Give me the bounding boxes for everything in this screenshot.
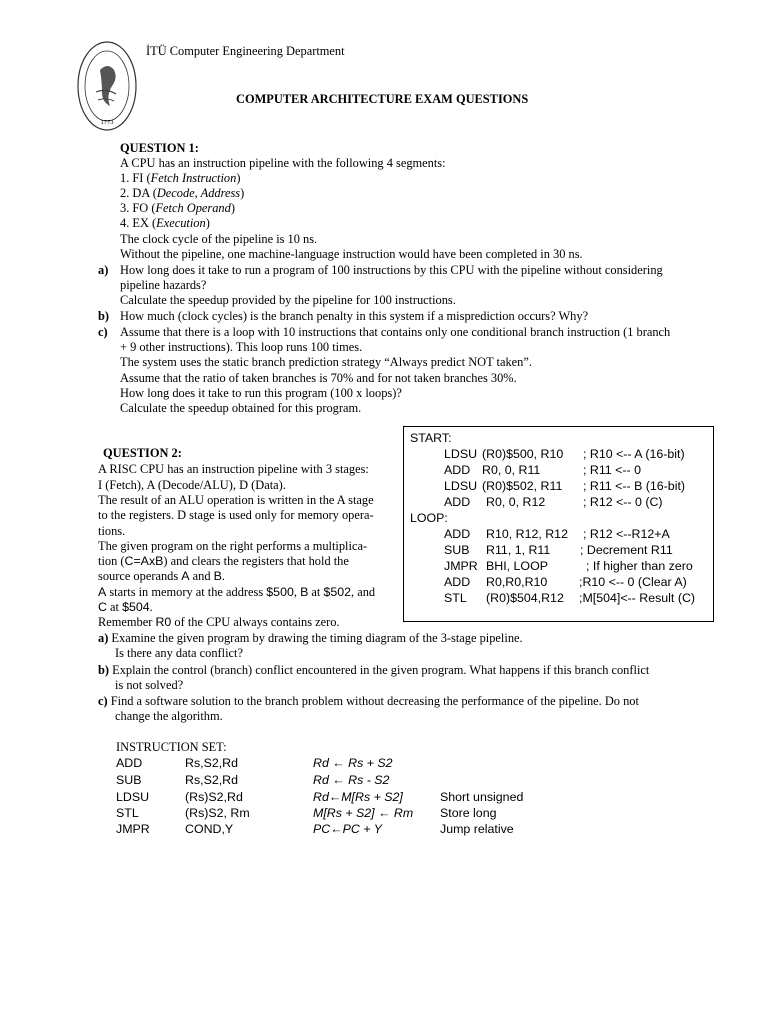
code-op: ADD <box>444 527 471 541</box>
code-args: BHI, LOOP <box>486 559 548 573</box>
code-op: ADD <box>444 495 471 509</box>
q2-line4: to the registers. D stage is used only for memory opera- <box>98 508 374 522</box>
q1-a-label: a) <box>98 263 109 277</box>
code-args: (R0)$504,R12 <box>486 591 564 605</box>
q1-intro: A CPU has an instruction pipeline with the following 4 segments: <box>120 156 446 170</box>
q2-b-line2: is not solved? <box>115 678 184 692</box>
q1-c-line6: Calculate the speedup obtained for this program. <box>120 401 362 415</box>
code-comment: ;M[504]<-- Result (C) <box>579 591 696 605</box>
code-comment: ; R12 <-- 0 (C) <box>583 495 663 509</box>
q2-line5: tions. <box>98 524 126 538</box>
iset-semantics: M[Rs + S2] ← Rm <box>313 806 414 820</box>
code-op: LDSU <box>444 447 478 461</box>
iset-op: SUB <box>116 773 142 787</box>
q2-line7: tion (C=AxB) and clears the registers that hold the <box>98 554 349 568</box>
svg-text:1773: 1773 <box>100 119 114 126</box>
iset-semantics: Rd ← Rs - S2 <box>313 773 390 787</box>
q2-line9: A starts in memory at the address $500, B at $502, and <box>98 585 376 599</box>
iset-operands: (Rs)S2,Rd <box>185 790 243 804</box>
q1-segment-4: 4. EX (Execution) <box>120 216 210 230</box>
code-args: R10, R12, R12 <box>486 527 568 541</box>
q1-c-line2: + 9 other instructions). This loop runs 100 times. <box>120 340 363 354</box>
university-seal-icon <box>76 40 138 136</box>
q2-c-line2: change the algorithm. <box>115 709 223 723</box>
q2-line3: The result of an ALU operation is written in the A stage <box>98 493 374 507</box>
code-comment: ; R11 <-- 0 <box>583 463 641 477</box>
program-code-box <box>403 426 714 622</box>
iset-semantics: PC←PC + Y <box>313 822 382 836</box>
q1-c-line4: Assume that the ratio of taken branches is 70% and for not taken branches 30%. <box>120 371 517 385</box>
q1-a-line3: Calculate the speedup provided by the pipeline for 100 instructions. <box>120 293 456 307</box>
code-op: ADD <box>444 463 471 477</box>
start-label: START: <box>410 431 452 445</box>
q1-c-line3: The system uses the static branch prediction strategy “Always predict NOT taken”. <box>120 355 532 369</box>
iset-semantics: Rd ← Rs + S2 <box>313 756 393 770</box>
q2-c-line1: c) Find a software solution to the branch problem without decreasing the performance of the pipeline. Do not <box>98 694 639 708</box>
iset-op: STL <box>116 806 139 820</box>
q2-line10: C at $504. <box>98 600 153 614</box>
code-op: SUB <box>444 543 470 557</box>
iset-operands: Rs,S2,Rd <box>185 756 239 770</box>
code-op: JMPR <box>444 559 478 573</box>
q1-a-line2: pipeline hazards? <box>120 278 207 292</box>
code-op: LDSU <box>444 479 478 493</box>
iset-operands: COND,Y <box>185 822 234 836</box>
code-comment: ;R10 <-- 0 (Clear A) <box>579 575 687 589</box>
code-args: R0,R0,R10 <box>486 575 548 589</box>
code-op: STL <box>444 591 467 605</box>
q2-line11: Remember R0 of the CPU always contains zero. <box>98 615 340 629</box>
iset-desc: Store long <box>440 806 497 820</box>
code-comment: ; R10 <-- A (16-bit) <box>583 447 685 461</box>
instruction-set-heading: INSTRUCTION SET: <box>116 740 227 754</box>
q2-line8: source operands A and B. <box>98 569 225 583</box>
department-name: İTÜ Computer Engineering Department <box>146 44 345 58</box>
code-args: R0, 0, R11 <box>482 463 541 477</box>
iset-operands: (Rs)S2, Rm <box>185 806 250 820</box>
code-args: R11, 1, R11 <box>486 543 551 557</box>
q1-c-line1: Assume that there is a loop with 10 instructions that contains only one conditional branch instruction (1 branch <box>120 325 671 339</box>
q2-b-line1: b) Explain the control (branch) conflict encountered in the given program. What happens if this branch conflict <box>98 663 650 677</box>
iset-desc: Short unsigned <box>440 790 524 804</box>
loop-label: LOOP: <box>410 511 448 525</box>
code-args: R0, 0, R12 <box>486 495 546 509</box>
code-comment: ; If higher than zero <box>586 559 693 573</box>
q2-a-line1: a) Examine the given program by drawing the timing diagram of the 3-stage pipeline. <box>98 631 523 645</box>
iset-desc: Jump relative <box>440 822 514 836</box>
q1-nopipe: Without the pipeline, one machine-language instruction would have been completed in 30 ns. <box>120 247 583 261</box>
q2-heading: QUESTION 2: <box>103 446 182 460</box>
q2-line1: A RISC CPU has an instruction pipeline with 3 stages: <box>98 462 369 476</box>
iset-op: ADD <box>116 756 143 770</box>
q2-a-line2: Is there any data conflict? <box>115 646 243 660</box>
q1-a-line1: How long does it take to run a program of 100 instructions by this CPU with the pipeline without considering <box>120 263 663 277</box>
q1-segment-3: 3. FO (Fetch Operand) <box>120 201 235 215</box>
q1-c-line5: How long does it take to run this program (100 x loops)? <box>120 386 402 400</box>
code-comment: ; Decrement R11 <box>580 543 673 557</box>
q1-clock: The clock cycle of the pipeline is 10 ns. <box>120 232 318 246</box>
iset-operands: Rs,S2,Rd <box>185 773 239 787</box>
q1-segment-2: 2. DA (Decode, Address) <box>120 186 245 200</box>
q1-heading: QUESTION 1: <box>120 141 199 155</box>
iset-op: LDSU <box>116 790 150 804</box>
code-comment: ; R12 <--R12+A <box>583 527 670 541</box>
code-op: ADD <box>444 575 471 589</box>
q1-c-label: c) <box>98 325 108 339</box>
q2-line6: The given program on the right performs a multiplica- <box>98 539 368 553</box>
page-title: COMPUTER ARCHITECTURE EXAM QUESTIONS <box>236 92 529 106</box>
q1-segment-1: 1. FI (Fetch Instruction) <box>120 171 241 185</box>
q1-b-label: b) <box>98 309 110 323</box>
code-comment: ; R11 <-- B (16-bit) <box>583 479 686 493</box>
q2-line2: I (Fetch), A (Decode/ALU), D (Data). <box>98 478 286 492</box>
code-args: (R0)$500, R10 <box>482 447 564 461</box>
iset-op: JMPR <box>116 822 150 836</box>
iset-semantics: Rd←M[Rs + S2] <box>313 790 403 804</box>
code-args: (R0)$502, R11 <box>482 479 563 493</box>
q1-b-line1: How much (clock cycles) is the branch penalty in this system if a misprediction occurs? Why? <box>120 309 589 323</box>
